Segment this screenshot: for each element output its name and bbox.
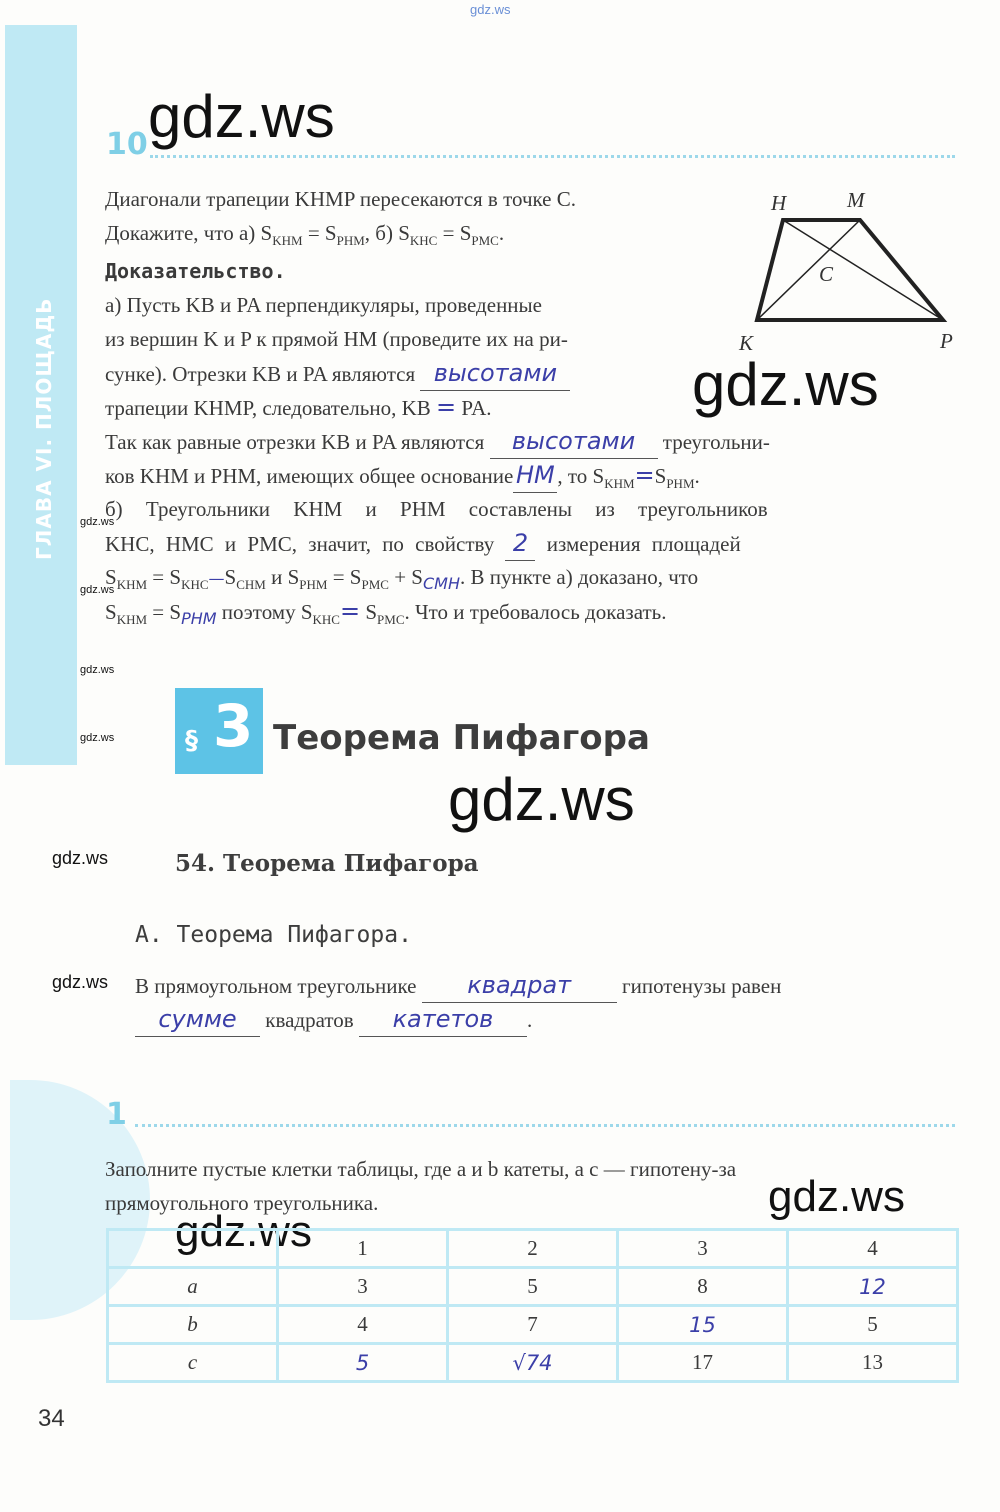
watermark-medium: gdz.ws xyxy=(768,1172,905,1221)
theorem-text: В прямоугольном треугольнике квадрат гипотенузы равен xyxy=(135,968,781,1003)
theorem-text: сумме квадратов катетов . xyxy=(135,1002,532,1037)
item-title: А. Теорема Пифагора. xyxy=(135,922,412,948)
task-divider xyxy=(150,155,955,158)
answer-heights: высотами xyxy=(420,356,570,391)
trapezoid-outline xyxy=(757,220,943,320)
page-number: 34 xyxy=(38,1405,65,1432)
task-text: прямоугольного треугольника. xyxy=(105,1191,379,1215)
proof-text: сунке). Отрезки KB и PA являются высотами xyxy=(105,356,570,391)
answer-sum: сумме xyxy=(135,1002,260,1037)
table-cell: b xyxy=(108,1306,278,1344)
task-number: 1 xyxy=(106,1097,127,1132)
vertex-label-m: M xyxy=(847,188,865,212)
section-badge xyxy=(175,688,263,774)
diagonal-hp xyxy=(783,220,943,320)
proof-text: $S_{KHM}$ = $S_{KHC}—S_{CHM}$ и $S_{PHM} = S_{PMC} + S_{СМН}$. В пункте а) доказано, что xyxy=(105,565,699,594)
proof-text: а) Пусть KB и PA перпендикуляры, проведенные xyxy=(105,293,542,317)
proof-text: б) Треугольники KHM и PHM составлены из треугольников xyxy=(105,497,768,521)
table-cell-answer: 15 xyxy=(618,1306,788,1344)
proof-text: трапеции KHMP, следовательно, KB = PA. xyxy=(105,393,492,421)
watermark-large: gdz.ws xyxy=(692,351,879,418)
watermark-small: gdz.ws xyxy=(80,732,115,744)
proof-text: $S_{KHM} = S_{РНМ}$ поэтому $S_{KHC}= S_{PMC}$. Что и требовалось доказать. xyxy=(105,597,667,629)
table-row xyxy=(108,1344,958,1382)
table-cell: 8 xyxy=(618,1268,788,1306)
watermark-small: gdz.ws xyxy=(52,848,109,868)
watermark-large: gdz.ws xyxy=(448,766,635,833)
proof-title: Доказательство. xyxy=(105,259,286,283)
table-cell: 3 xyxy=(618,1230,788,1268)
task-divider xyxy=(135,1124,955,1127)
chapter-sidebar-title: ГЛАВА VI. ПЛОЩАДЬ xyxy=(32,297,56,560)
answer-legs: катетов xyxy=(359,1002,527,1037)
table-cell: 3 xyxy=(278,1268,448,1306)
vertex-label-k: K xyxy=(739,331,754,355)
watermark-small: gdz.ws xyxy=(80,516,115,528)
watermark-small: gdz.ws xyxy=(52,972,109,992)
table-cell: 17 xyxy=(618,1344,788,1382)
watermark-top: gdz.ws xyxy=(470,2,511,17)
table-cell: 5 xyxy=(448,1268,618,1306)
diagonal-mk xyxy=(757,220,860,320)
table-cell: 4 xyxy=(788,1230,958,1268)
watermark-small: gdz.ws xyxy=(80,584,115,596)
watermark-small: gdz.ws xyxy=(80,664,115,676)
table-cell: 7 xyxy=(448,1306,618,1344)
section-symbol: § xyxy=(185,726,198,756)
task-number: 10 xyxy=(106,127,148,162)
table-cell-answer: √74 xyxy=(448,1344,618,1382)
table-cell: 2 xyxy=(448,1230,618,1268)
table-cell xyxy=(108,1230,278,1268)
triangle-table xyxy=(106,1228,959,1383)
subsection-title: 54. Теорема Пифагора xyxy=(175,850,479,877)
section-number: 3 xyxy=(213,692,254,760)
table-header-row xyxy=(108,1230,958,1268)
vertex-label-h: H xyxy=(771,191,787,215)
trapezoid-figure xyxy=(735,185,965,360)
table-cell: 13 xyxy=(788,1344,958,1382)
proof-text: ков KHM и PHM, имеющих общее основание НМ , то $S_{KHM}=S_{PHM}$. xyxy=(105,458,700,501)
task-text: Заполните пустые клетки таблицы, где a и b катеты, а c — гипотену-за xyxy=(105,1157,737,1181)
proof-text: Так как равные отрезки KB и PA являются высотами треугольни- xyxy=(105,424,770,459)
proof-text: KHC, HMC и PMC, значит, по свойству 2 измерения площадей xyxy=(105,526,741,561)
table-cell-answer: 5 xyxy=(278,1344,448,1382)
table-cell: 5 xyxy=(788,1306,958,1344)
table-row xyxy=(108,1306,958,1344)
table-cell: 1 xyxy=(278,1230,448,1268)
vertex-label-c: C xyxy=(819,262,834,286)
table-row xyxy=(108,1268,958,1306)
watermark-large: gdz.ws xyxy=(148,83,335,150)
table-cell: 4 xyxy=(278,1306,448,1344)
table-cell: a xyxy=(108,1268,278,1306)
answer-heights: высотами xyxy=(490,424,658,459)
table-cell-answer: 12 xyxy=(788,1268,958,1306)
task-text: Докажите, что а) $S_{KHM} = S_{PHM}$, б) $S_{KHC} = S_{PMC}$. xyxy=(105,221,505,249)
task-text: Диагонали трапеции KHMP пересекаются в точке C. xyxy=(105,187,577,211)
answer-base: НМ xyxy=(513,458,557,493)
table-cell: c xyxy=(108,1344,278,1382)
answer-square: квадрат xyxy=(422,968,617,1003)
vertex-label-p: P xyxy=(940,329,953,353)
answer-property: 2 xyxy=(505,526,535,561)
section-title: Теорема Пифагора xyxy=(273,718,650,758)
proof-text: из вершин K и P к прямой HM (проведите их на ри- xyxy=(105,327,568,351)
watermark-medium: gdz.ws xyxy=(175,1207,312,1256)
